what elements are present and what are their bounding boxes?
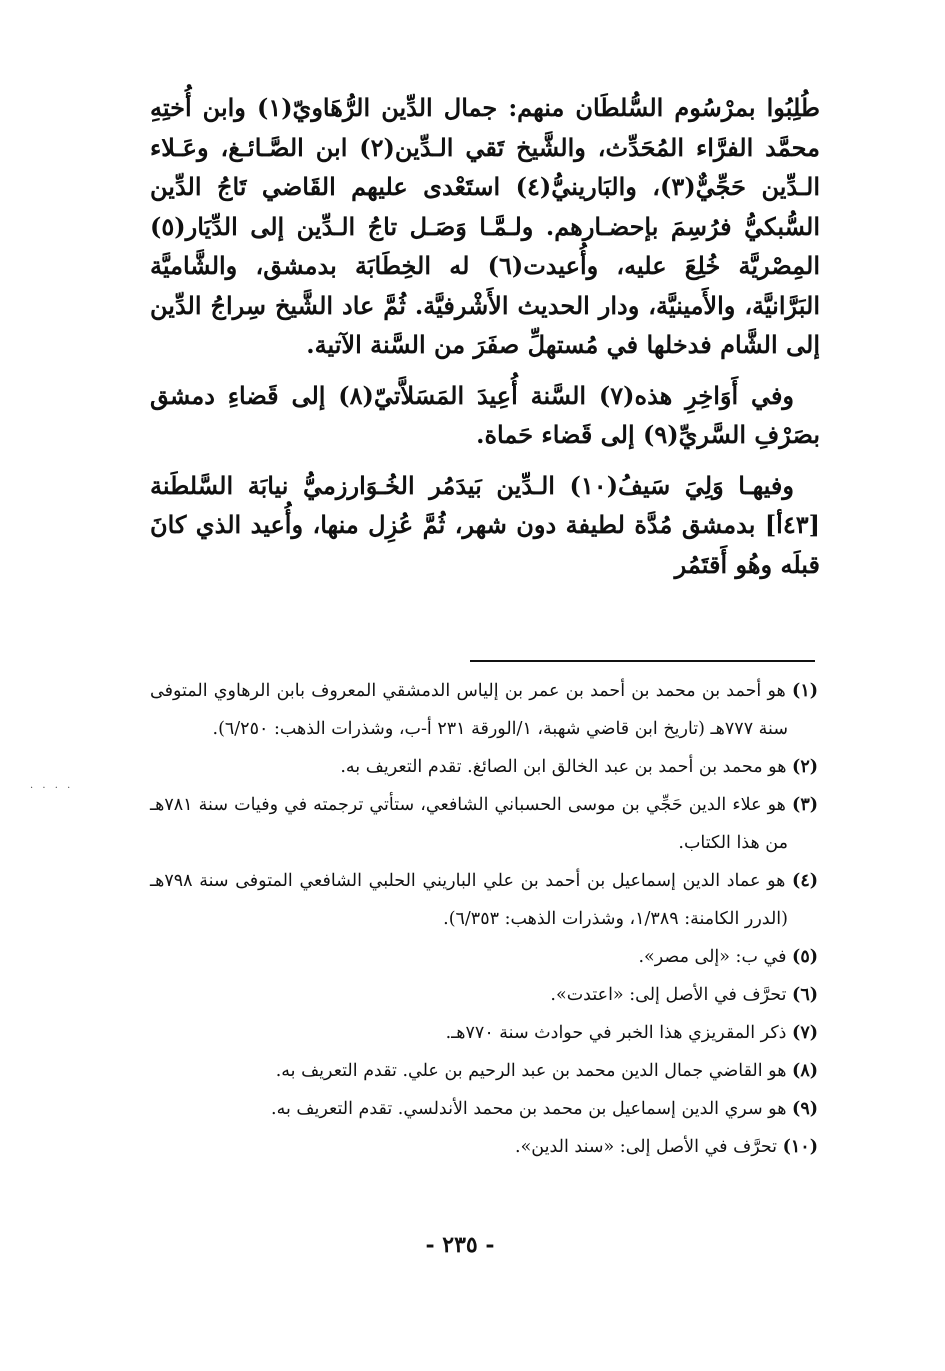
footnote-item: (٣) هو علاء الدين حَجِّي بن موسى الحسباني الشافعي، ستأتي ترجمته في وفيات سنة ٧٨١هـ من هذا الكتاب. <box>150 795 818 853</box>
page-number: - ٢٣٥ - <box>425 1232 495 1258</box>
paragraph-2: وفي أَوَاخِرِ هذه(٧) السَّنة أُعِيدَ المَسَلاَّتيّ(٨) إلى قَضاءِ دمشق بصَرْفِ السَّريِّ(٩) إلى قَضاء حَماة. <box>150 380 820 449</box>
footnote-item: (٤) هو عماد الدين إسماعيل بن أحمد بن علي الباريني الحلبي الشافعي المتوفى سنة ٧٩٨هـ (الدرر الكامنة: ١/٣٨٩، وشذرات الذهب: ٦/٣٥٣). <box>150 871 818 929</box>
paragraph-3: وفيهـا وَلِيَ سَيفُ(١٠) الـدِّين بَيدَمُر الخُـوَارزميُّ نيابَة السَّلطَنة [٤٣أ] بدمشق مُدَّة لطيفة دون شهر، ثُمَّ عُزِل منها، وأُعيد الذي كانَ قبلَه وهُو أَقتَمُر <box>150 470 820 579</box>
footnote-item: (٧) ذكر المقريزي هذا الخبر في حوادث سنة ٧٧٠هـ. <box>445 1023 818 1043</box>
paragraph-1: طُلِبُوا بمرْسُوم السُّلطَان منهم: جمال الدِّين الرُّهَاويّ(١) وابن أُختِهِ محمَّد الفرَّاء المُحَدِّث، والشَّيخ تَقي الـدِّين(٢) ابن الصَّـائـغ، وعَـلاء الـدِّين حَجِّيٌّ(٣)، والبَارينيُّ(٤) استَعْدى عليهم القَاضي تَاجُ الدِّين السُّبكيُّ فرُسِمَ بإحضـارهم. ولـمَّـا وَصَـل تاجُ الـدِّين إلى الدِّيَار(٥) المِصْريَّة خُلِعَ عليه، وأُعيدت(٦) له الخِطَابَة بدمشق، والشَّاميَّة البَرَّانيَّة، والأَمينيَّة، ودار الحديث الأَشْرفيَّة. ثُمَّ عاد الشَّيخ سِراجُ الدِّين إلى الشَّام فدخلها في مُستهلِّ صفَرَ من السَّنة الآتية. <box>150 93 821 359</box>
footnote-separator <box>470 660 815 662</box>
main-text <box>150 88 820 595</box>
footnote-item: (٩) هو سري الدين إسماعيل بن محمد بن محمد الأندلسي. تقدم التعريف به. <box>271 1099 818 1119</box>
footnotes <box>150 672 818 1166</box>
footnote-item: (٦) تحرَّف في الأصل إلى: «اعتدت». <box>550 985 818 1005</box>
footnote-item: (٨) هو القاضي جمال الدين محمد بن عبد الرحيم بن علي. تقدم التعريف به. <box>275 1061 818 1081</box>
scan-artifact: · · · · <box>30 783 74 794</box>
footnote-item: (١٠) تحرَّف في الأصل إلى: «سند الدين». <box>515 1137 818 1157</box>
footnote-item: (١) هو أحمد بن محمد بن أحمد بن عمر بن إلياس الدمشقي المعروف بابن الرهاوي المتوفى سنة ٧٧٧هـ (تاريخ ابن قاضي شهبة، ١/الورقة ٢٣١ أ-ب، وشذرات الذهب: ٦/٢٥٠). <box>150 681 818 739</box>
footnote-item: (٢) هو محمد بن أحمد بن عبد الخالق ابن الصائغ. تقدم التعريف به. <box>340 757 818 777</box>
footnote-item: (٥) في ب: «إلى مصر». <box>638 947 818 967</box>
